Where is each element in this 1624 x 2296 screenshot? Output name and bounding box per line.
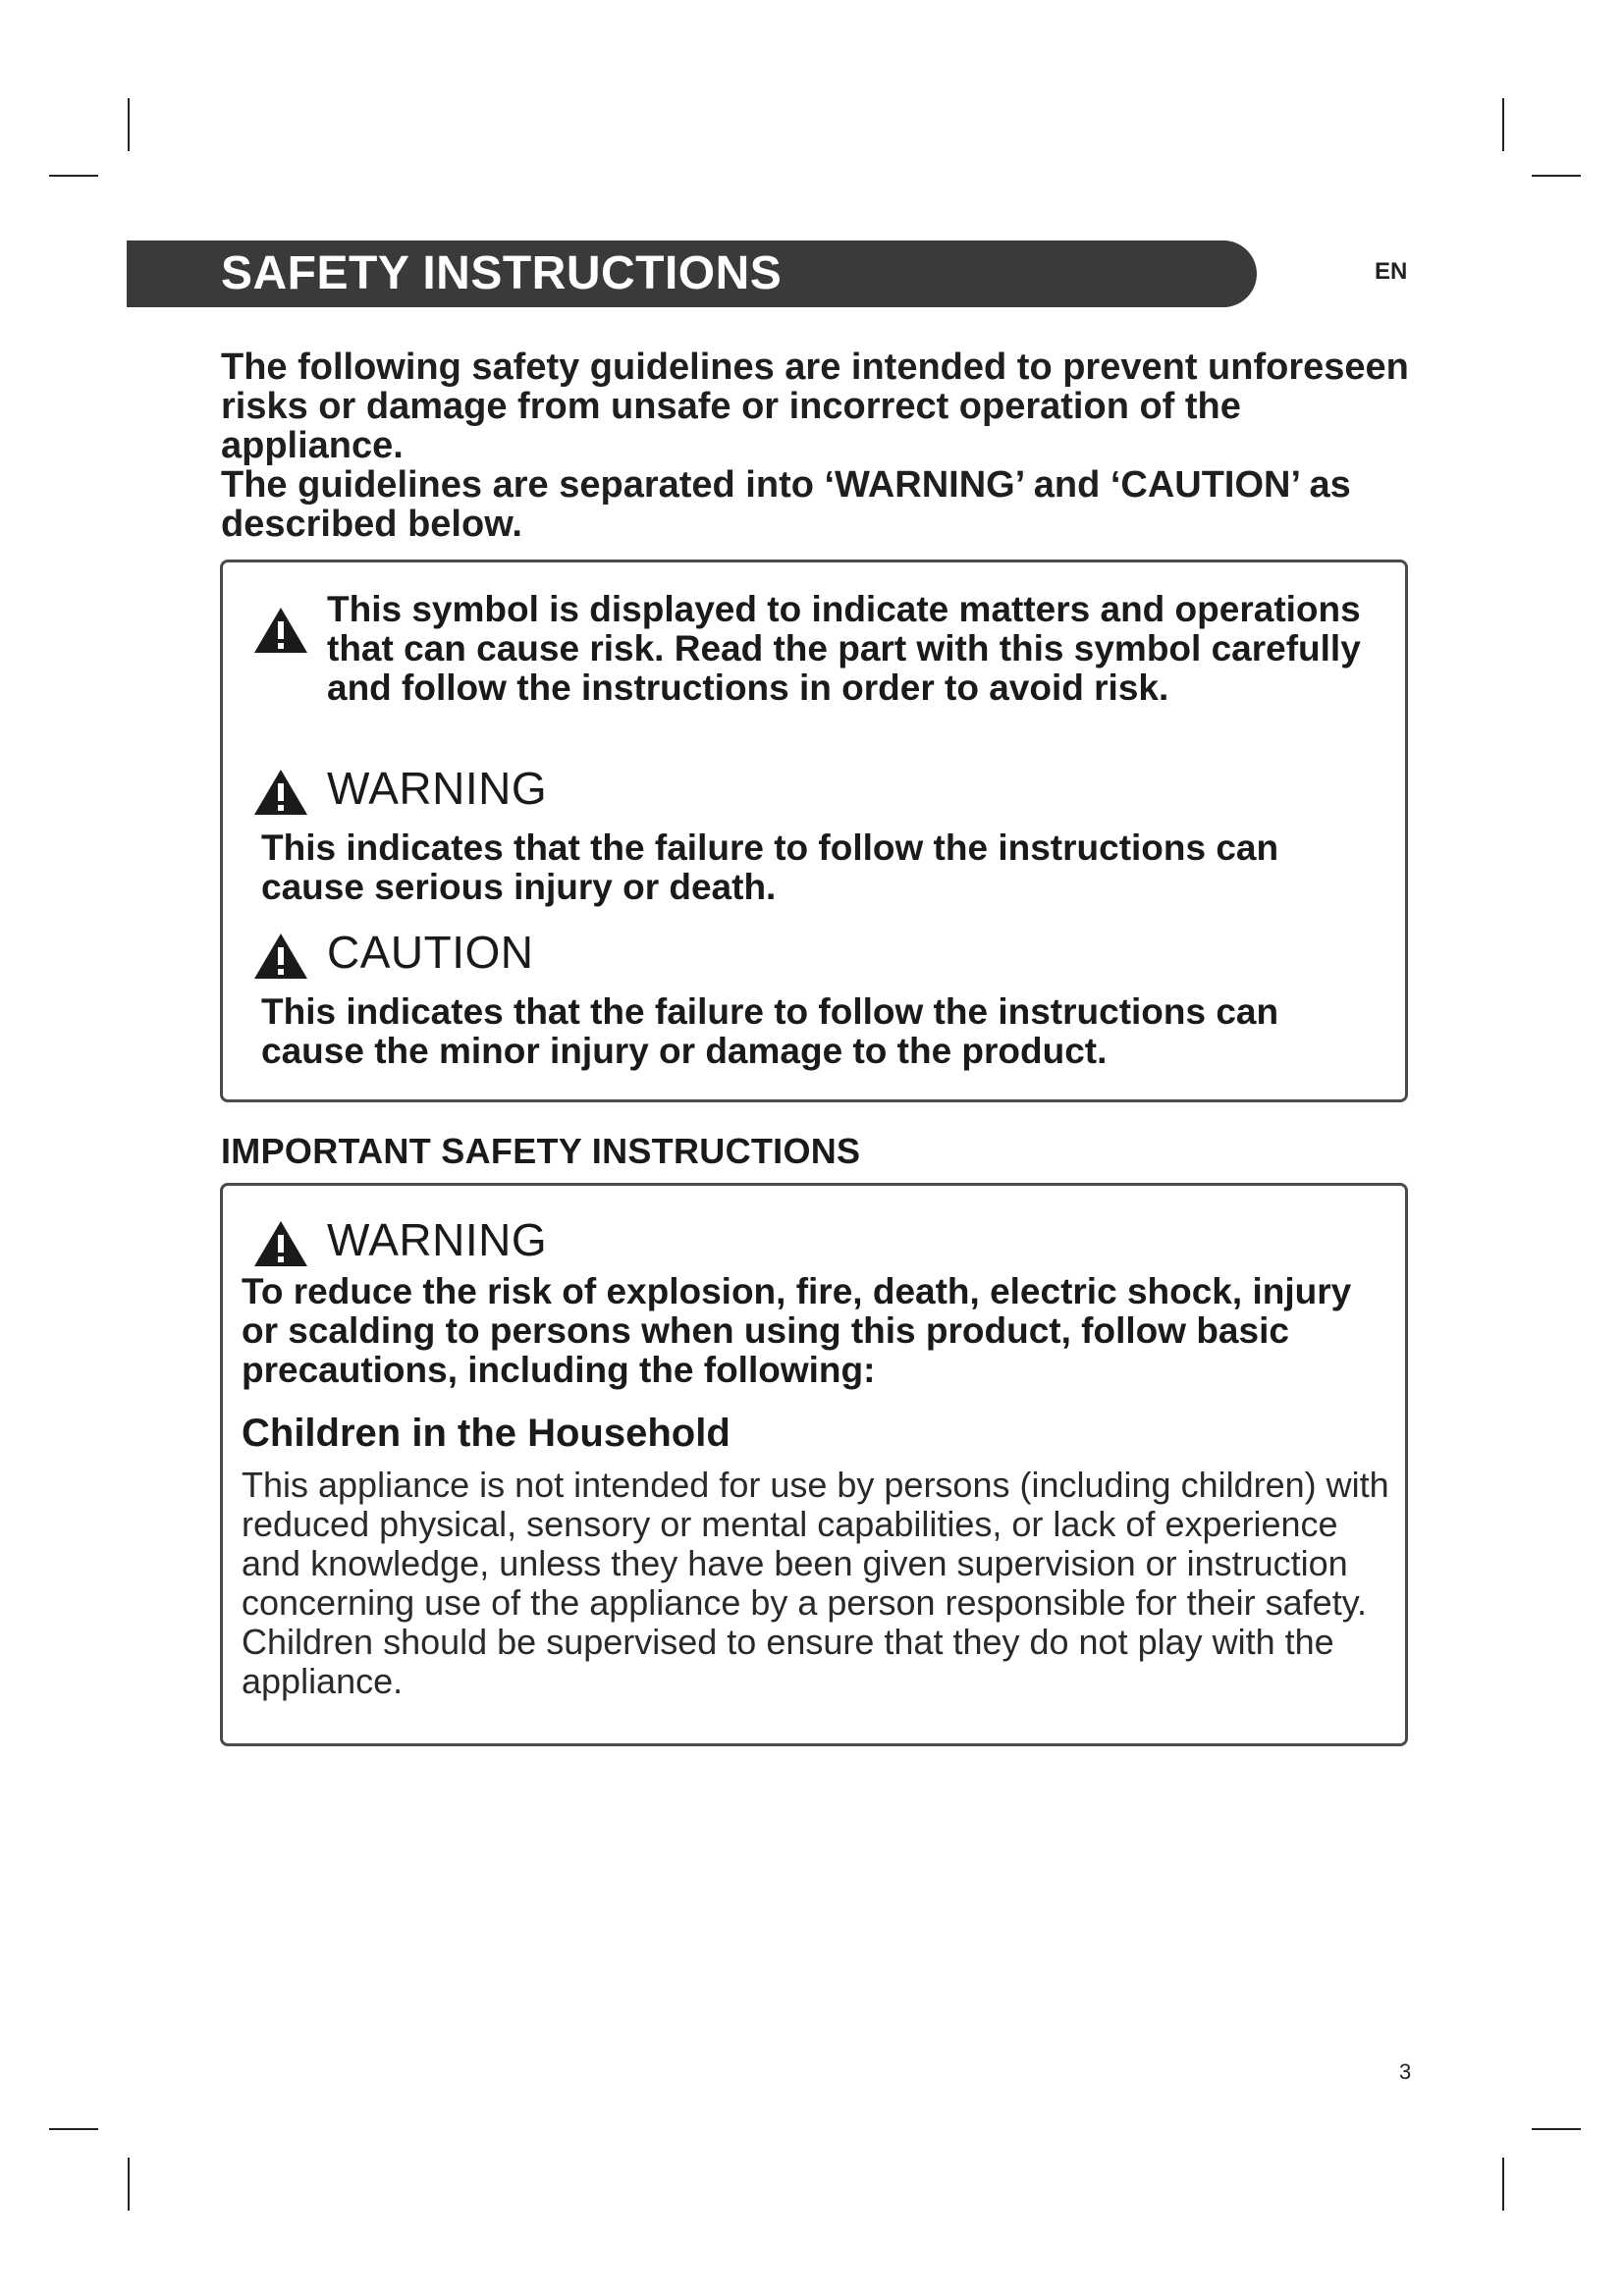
crop-mark-top-right-horizontal xyxy=(1532,175,1581,177)
children-subheading: Children in the Household xyxy=(242,1412,731,1455)
crop-mark-bottom-left-vertical xyxy=(128,2158,130,2211)
symbol-legend-box xyxy=(220,560,1408,1102)
page-number: 3 xyxy=(1399,2059,1412,2084)
intro-paragraph-2: The guidelines are separated into ‘WARNING’ and ‘CAUTION’ as described below. xyxy=(221,464,1351,545)
important-warning-label: WARNING xyxy=(327,1214,548,1265)
warning-triangle-icon xyxy=(252,1219,309,1268)
warning-description: This indicates that the failure to follow the instructions can cause serious injury or death. xyxy=(261,828,1279,907)
language-code: EN xyxy=(1375,258,1408,285)
caution-label: CAUTION xyxy=(327,927,534,978)
caution-triangle-icon xyxy=(252,932,309,981)
crop-mark-bottom-right-horizontal xyxy=(1532,2128,1581,2130)
page-title: SAFETY INSTRUCTIONS xyxy=(221,247,783,299)
crop-mark-top-right-vertical xyxy=(1502,98,1504,151)
symbol-explanation-text: This symbol is displayed to indicate matters and operations that can cause risk. Read the part with this symbol carefully and follow the instructions in order to avoid risk. xyxy=(327,589,1361,708)
warning-label: WARNING xyxy=(327,763,548,814)
title-bar xyxy=(127,240,1257,307)
intro-text xyxy=(221,347,1419,544)
crop-mark-top-left-vertical xyxy=(128,98,130,151)
crop-mark-top-left-horizontal xyxy=(49,175,98,177)
crop-mark-bottom-right-vertical xyxy=(1502,2158,1504,2211)
caution-description: This indicates that the failure to follow the instructions can cause the minor injury or damage to the product. xyxy=(261,991,1279,1071)
section-heading: IMPORTANT SAFETY INSTRUCTIONS xyxy=(221,1131,861,1171)
children-paragraph: This appliance is not intended for use by persons (including children) with reduced physical, sensory or mental capabilities, or lack of experience and knowledge, unless they have been given supervision or instruction concerning use of the appliance by a person responsible for their safety. Children should be supervised to ensure that they do not play with the appliance. xyxy=(242,1465,1389,1701)
warning-triangle-icon xyxy=(252,606,309,655)
important-warning-text: To reduce the risk of explosion, fire, death, electric shock, injury or scalding to persons when using this product, follow basic precautions, including the following: xyxy=(242,1271,1352,1390)
warning-triangle-icon xyxy=(252,768,309,817)
important-warning-box xyxy=(220,1183,1408,1746)
crop-mark-bottom-left-horizontal xyxy=(49,2128,98,2130)
intro-paragraph-1: The following safety guidelines are intended to prevent unforeseen risks or damage from unsafe or incorrect operation of the appliance. xyxy=(221,347,1409,466)
